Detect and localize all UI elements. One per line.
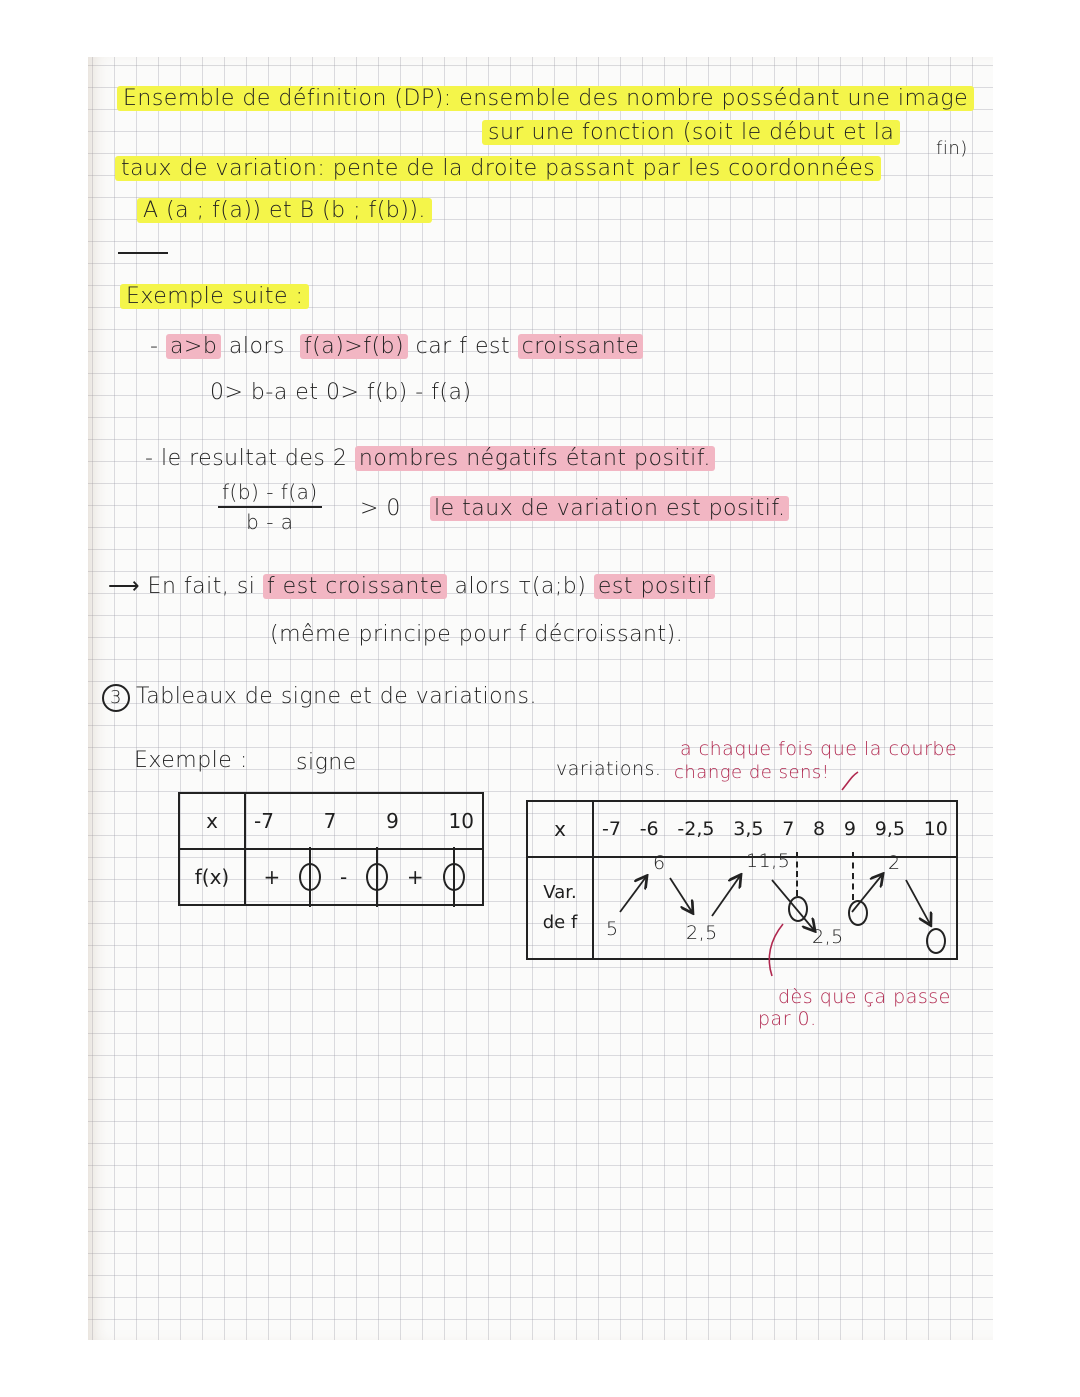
section3-heading: 3 Tableaux de signe et de variations. [102, 684, 537, 712]
bullet1-line2: 0> b-a et 0> f(b) - f(a) [210, 380, 472, 405]
x-label: x [179, 793, 245, 849]
example-suite-title: Exemple suite : [120, 284, 309, 309]
rate-definition-line1: taux de variation: pente de la droite passant par les coordonnées [115, 156, 881, 181]
var-value: 2,5 [812, 926, 844, 948]
var-value: 2 [888, 852, 901, 874]
domain-definition-line3: fin) [936, 138, 968, 159]
fx-label: f(x) [179, 849, 245, 905]
rate-definition-line2: A (a ; f(a)) et B (b ; f(b)). [137, 198, 432, 223]
conclusion-line2: (même principe pour f décroissant). [270, 622, 684, 647]
variation-table-caption: variations. [556, 758, 662, 780]
condition-a-gt-b: a>b [166, 334, 221, 359]
domain-def-text: : ensemble des nombre possédant une image [443, 86, 969, 111]
inequality-fa-gt-fb: f(a)>f(b) [300, 334, 408, 359]
var-f-label: Var. de f [527, 857, 593, 959]
example-label: Exemple : [134, 748, 248, 773]
annotation-bottom-line2: par 0. [758, 1008, 817, 1030]
x-values: -7 7 9 10 [245, 793, 483, 849]
var-value: 5 [606, 918, 619, 940]
annotation-bottom-line1: dès que ça passe [778, 986, 951, 1008]
x-label: x [527, 801, 593, 857]
sign-table-caption: signe [296, 750, 357, 775]
domain-definition-line2: sur une fonction (soit le début et la [482, 120, 900, 145]
conclusion-line1: ⟶ En fait, si f est croissante alors τ(a;b) est positif [108, 574, 715, 599]
bullet2-conclusion: le taux de variation est positif. [430, 496, 789, 521]
circled-number: 3 [102, 684, 130, 712]
rate-term: taux de variation [121, 156, 318, 181]
rate-fraction: $\frac{f(b) - f(a)}{b - a}$ [218, 480, 322, 534]
var-value: 2,5 [686, 922, 718, 944]
x-values: -7 -6 -2,5 3,5 7 8 9 9,5 10 [593, 801, 957, 857]
var-value: 11,5 [746, 850, 791, 872]
bullet2-line1: - le resultat des 2 nombres négatifs étant positif. [145, 446, 715, 471]
sign-values: + - + [245, 849, 483, 905]
domain-term: Ensemble de définition (DP) [123, 86, 444, 111]
arrow-right-icon: ⟶ [108, 574, 141, 599]
var-value: 6 [653, 852, 666, 874]
annotation-top-line1: a chaque fois que la courbe [680, 738, 958, 760]
bullet1-line1: - a>b alors f(a)>f(b) car f est croissante [150, 334, 643, 359]
annotation-top-line2: change de sens! [674, 762, 830, 783]
gt-zero: > 0 [360, 496, 401, 521]
